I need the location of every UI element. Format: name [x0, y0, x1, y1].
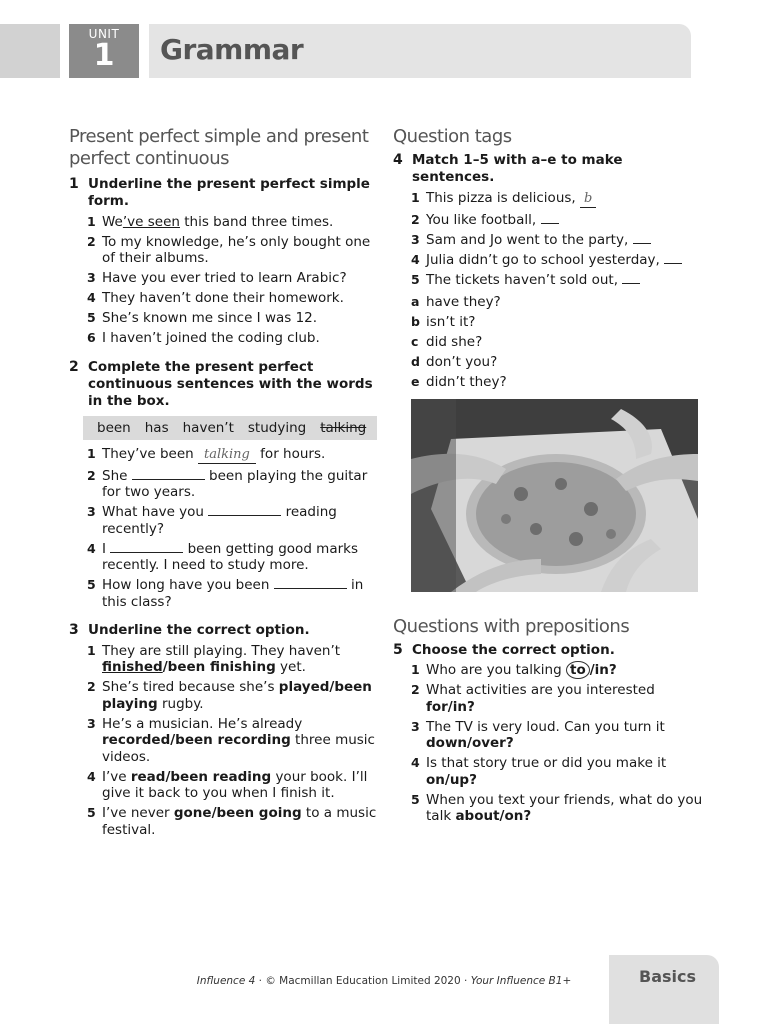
handwritten-answer: b	[580, 191, 596, 209]
right-column	[393, 126, 703, 825]
list-item	[411, 662, 703, 679]
answer-blank	[541, 212, 559, 224]
word-box-item: been	[97, 419, 131, 436]
option-letter: e	[411, 374, 420, 389]
list-item	[87, 577, 377, 610]
item-text: I	[102, 540, 111, 557]
list-item	[87, 805, 377, 838]
item-text: I haven’t joined the coding club.	[102, 330, 320, 346]
item-number: 4	[411, 251, 420, 267]
item-number: 3	[411, 718, 420, 734]
exercise-4-list	[411, 190, 703, 289]
unit-badge	[69, 24, 139, 78]
item-text: ?	[466, 698, 475, 715]
list-item	[411, 792, 703, 825]
option-text: been finishing	[167, 659, 276, 675]
option-text: on/up	[426, 771, 470, 788]
item-text: to a music festival.	[102, 805, 377, 838]
item-number: 1	[87, 213, 96, 229]
pizza-photo	[411, 399, 698, 592]
item-text: Have you ever tried to learn Arabic?	[102, 270, 347, 286]
item-number: 3	[411, 231, 420, 247]
option-text: didn’t they?	[426, 374, 507, 390]
option-text: down/over	[426, 735, 506, 751]
item-number: 4	[411, 755, 420, 770]
answer-blank	[633, 232, 651, 244]
item-number: 6	[87, 330, 96, 345]
footer-book-subtitle: Your Influence B1+	[470, 975, 572, 987]
word-box-item-used: talking	[320, 419, 367, 436]
instruction-text: Choose the correct option.	[412, 641, 615, 658]
item-text: I’ve never	[102, 805, 174, 821]
item-number: 1	[87, 445, 96, 461]
item-number: 1	[411, 662, 420, 677]
list-item	[87, 716, 377, 766]
item-text: in this class?	[102, 577, 364, 610]
item-text: You like football,	[426, 211, 541, 228]
option-item	[411, 334, 703, 351]
item-number: 5	[87, 577, 96, 592]
word-box-item: haven’t	[182, 419, 234, 436]
word-box-item: studying	[247, 419, 307, 436]
item-number: 4	[87, 540, 96, 556]
item-number: 2	[87, 233, 96, 249]
option-letter: a	[411, 294, 420, 309]
section-tab	[609, 955, 719, 1024]
section-tab-label: Basics	[639, 967, 697, 986]
item-text: This pizza is delicious,	[426, 189, 580, 206]
item-number: 1	[411, 189, 420, 205]
list-item	[411, 252, 703, 269]
exercise-2-instruction	[69, 359, 377, 410]
instruction-text: Underline the present perfect simple form.	[88, 176, 370, 209]
option-text: recorded/been recording	[102, 732, 291, 748]
item-text: yet.	[275, 659, 306, 675]
option-text: for/in	[426, 698, 467, 715]
list-item	[87, 310, 377, 327]
exercise-1-instruction	[69, 176, 377, 210]
item-text: When you text your friends, what do you talk	[426, 791, 703, 824]
item-text: ?	[523, 808, 532, 824]
item-number: 3	[87, 270, 96, 285]
answer-blank	[132, 468, 205, 480]
item-text: rugby.	[157, 695, 204, 712]
pizza-photo-illustration	[411, 399, 698, 592]
exercise-number: 5	[393, 641, 403, 658]
item-text: He’s a musician. He’s already	[102, 715, 303, 732]
instruction-text: Underline the correct option.	[88, 622, 310, 638]
item-text: The tickets haven’t sold out,	[426, 271, 623, 288]
option-item	[411, 314, 703, 331]
item-text: What have you	[102, 504, 209, 520]
item-number: 2	[87, 467, 96, 483]
item-number: 5	[87, 310, 96, 325]
item-text: reading recently?	[102, 504, 337, 537]
item-text: Sam and Jo went to the party,	[426, 231, 633, 248]
item-number: 2	[87, 679, 96, 694]
option-text: about/on	[455, 808, 524, 824]
word-box	[83, 416, 377, 440]
option-text: read/been reading	[130, 768, 272, 785]
item-text: How long have you been	[102, 577, 274, 593]
option-text: played/been playing	[102, 679, 372, 712]
list-item	[87, 446, 377, 465]
option-item	[411, 354, 703, 371]
item-text: Julia didn’t go to school yesterday,	[426, 251, 665, 268]
item-text: What activities are you interested	[426, 682, 655, 698]
option-text: /in	[589, 662, 609, 678]
footer-book-title: Influence 4	[196, 975, 256, 987]
item-number: 2	[411, 211, 420, 227]
underlined-answer: finished	[102, 659, 163, 675]
item-text: She	[102, 467, 132, 484]
item-number: 4	[87, 290, 96, 305]
exercise-5-list	[411, 662, 703, 825]
list-item	[87, 504, 377, 537]
item-text: She’s known me since I was 12.	[102, 310, 318, 326]
left-column	[69, 126, 377, 838]
answer-blank	[208, 504, 281, 516]
item-text: To my knowledge, he’s only bought one of their albums.	[102, 233, 371, 266]
option-item	[411, 374, 703, 391]
item-text: ?	[505, 735, 514, 751]
circled-answer: to	[566, 661, 590, 679]
exercise-number: 1	[69, 176, 79, 192]
list-item	[87, 679, 377, 712]
item-number: 5	[411, 791, 420, 807]
item-number: 2	[411, 682, 420, 697]
list-item	[411, 755, 703, 788]
item-text: ?	[469, 771, 477, 788]
exercise-number: 2	[69, 358, 79, 375]
option-text: don’t you?	[426, 354, 498, 370]
list-item	[87, 769, 377, 802]
item-text: The TV is very loud. Can you turn it	[426, 718, 665, 735]
option-separator: /	[162, 659, 168, 675]
answer-blank	[622, 272, 640, 284]
exercise-1-list	[87, 214, 377, 347]
option-text: did she?	[426, 334, 483, 350]
footer-copyright: · © Macmillan Education Limited 2020 ·	[255, 975, 471, 987]
option-letter: b	[411, 314, 420, 329]
item-number: 4	[87, 768, 96, 784]
item-number: 5	[411, 271, 420, 287]
section-title-question-tags: Question tags	[393, 126, 512, 147]
item-text: She’s tired because she’s	[102, 679, 279, 695]
item-text: They are still playing. They haven’t	[102, 642, 341, 659]
item-number: 1	[87, 642, 96, 658]
option-text: gone/been going	[173, 805, 302, 821]
item-text: They haven’t done their homework.	[102, 290, 344, 306]
item-number: 3	[87, 715, 96, 731]
list-item	[411, 232, 703, 249]
exercise-3-instruction	[69, 622, 377, 639]
item-text: three music videos.	[102, 732, 375, 765]
item-text: been playing the guitar for two years.	[102, 467, 368, 500]
list-item	[411, 190, 703, 209]
instruction-text: Complete the present perfect continuous sentences with the words in the box.	[88, 358, 373, 409]
answer-blank	[110, 541, 183, 553]
item-number: 5	[87, 805, 96, 820]
item-number: 3	[87, 504, 96, 519]
option-letter: c	[411, 334, 419, 349]
item-text: for hours.	[255, 445, 326, 462]
option-text: have they?	[426, 294, 501, 310]
option-text: isn’t it?	[426, 314, 476, 330]
list-item	[411, 719, 703, 752]
unit-number: 1	[93, 38, 115, 73]
list-item	[87, 330, 377, 347]
list-item	[87, 234, 377, 267]
header-left-block	[0, 24, 60, 78]
option-item	[411, 294, 703, 311]
underlined-answer: ’ve seen	[122, 213, 180, 230]
exercise-4-options	[411, 294, 703, 391]
item-text: They’ve been	[102, 445, 199, 462]
list-item	[411, 272, 703, 289]
item-text: been getting good marks recently. I need to study more.	[102, 540, 359, 573]
title-band	[149, 24, 691, 78]
list-item	[87, 214, 377, 231]
list-item	[87, 643, 377, 676]
list-item	[87, 270, 377, 287]
instruction-text: Match 1–5 with a–e to make sentences.	[412, 152, 623, 185]
list-item	[87, 290, 377, 307]
word-box-item: has	[144, 419, 169, 436]
exercise-number: 4	[393, 152, 403, 168]
list-item	[87, 468, 377, 501]
item-text: your book. I’ll give it back to you when I finish it.	[102, 768, 368, 801]
list-item	[411, 212, 703, 229]
exercise-4-instruction	[393, 152, 703, 186]
handwritten-answer: talking	[198, 447, 256, 465]
answer-blank	[274, 577, 347, 589]
page-title: Grammar	[160, 33, 304, 66]
item-text: I’ve	[102, 768, 131, 785]
option-letter: d	[411, 354, 420, 369]
item-text: We	[102, 213, 123, 230]
section-title-present-perfect: Present perfect simple and present perfect continuous	[69, 126, 369, 169]
exercise-number: 3	[69, 622, 79, 638]
exercise-5-instruction	[393, 642, 703, 659]
exercise-2-list	[87, 446, 377, 611]
item-text: ?	[608, 662, 617, 678]
list-item	[87, 541, 377, 574]
item-text: Who are you talking	[426, 662, 566, 678]
answer-blank	[664, 252, 682, 264]
section-title-questions-with-prepositions: Questions with prepositions	[393, 615, 630, 637]
unit-label: UNIT	[88, 27, 120, 41]
list-item	[411, 682, 703, 715]
exercise-3-list	[87, 643, 377, 839]
item-text: this band three times.	[179, 213, 334, 230]
item-text: Is that story true or did you make it	[426, 755, 667, 771]
